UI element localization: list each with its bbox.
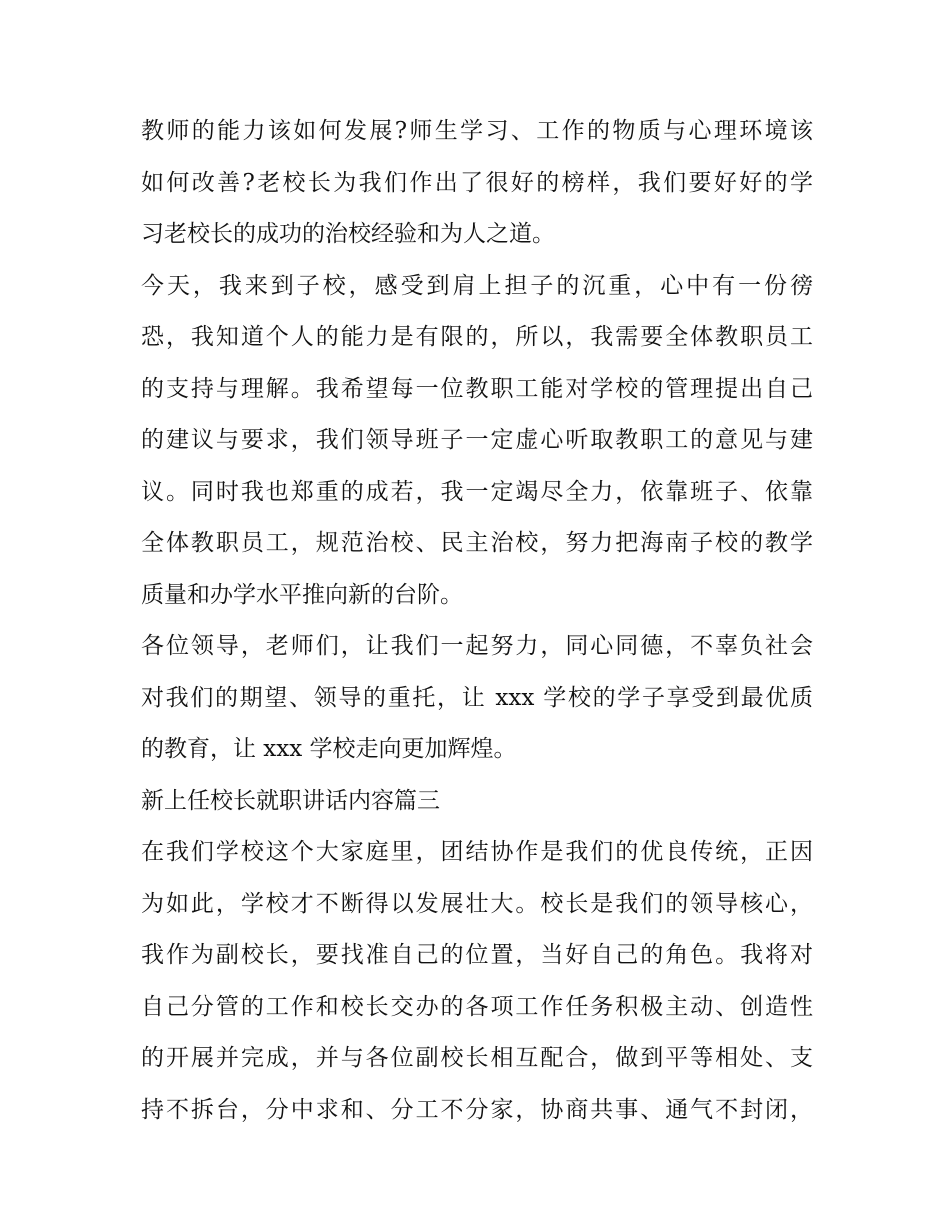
- text-line: 全体教职员工，规范治校、民主治校，努力把海南子校的教学: [141, 530, 813, 556]
- text-line: 在我们学校这个大家庭里，团结协作是我们的优良传统，正因: [141, 839, 813, 865]
- text-line: 各位领导，老师们，让我们一起努力，同心同德，不辜负社会: [141, 633, 813, 659]
- section-heading: 新上任校长就职讲话内容篇三: [141, 787, 440, 814]
- text-line: 对我们的期望、领导的重托，让 xxx 学校的学子享受到最优质: [141, 684, 813, 711]
- text-line: 我作为副校长，要找准自己的位置，当好自己的角色。我将对: [141, 942, 813, 968]
- text-line: 的开展并完成，并与各位副校长相互配合，做到平等相处、支: [141, 1045, 813, 1071]
- text-line: 的教育，让 xxx 学校走向更加辉煌。: [141, 736, 517, 762]
- text-line: 持不拆台，分中求和、分工不分家，协商共事、通气不封闭，: [141, 1096, 813, 1123]
- body-text: [141, 106, 813, 1136]
- text-line: 恐，我知道个人的能力是有限的，所以，我需要全体教职员工: [141, 324, 813, 350]
- text-line: 教师的能力该如何发展?师生学习、工作的物质与心理环境该: [141, 118, 813, 144]
- text-line: 为如此，学校才不断得以发展壮大。校长是我们的领导核心，: [141, 890, 813, 917]
- text-line: 如何改善?老校长为我们作出了很好的榜样，我们要好好的学: [141, 169, 813, 196]
- text-line: 议。同时我也郑重的成若，我一定竭尽全力，依靠班子、依靠: [141, 478, 813, 505]
- text-line: 质量和办学水平推向新的台阶。: [141, 581, 463, 608]
- text-line: 今天，我来到子校，感受到肩上担子的沉重，心中有一份徬: [141, 272, 813, 299]
- text-line: 的支持与理解。我希望每一位教职工能对学校的管理提出自己: [141, 375, 813, 402]
- text-line: 习老校长的成功的治校经验和为人之道。: [141, 221, 555, 247]
- text-line: 的建议与要求，我们领导班子一定虚心听取教职工的意见与建: [141, 427, 813, 453]
- text-line: 自己分管的工作和校长交办的各项工作任务积极主动、创造性: [141, 993, 813, 1020]
